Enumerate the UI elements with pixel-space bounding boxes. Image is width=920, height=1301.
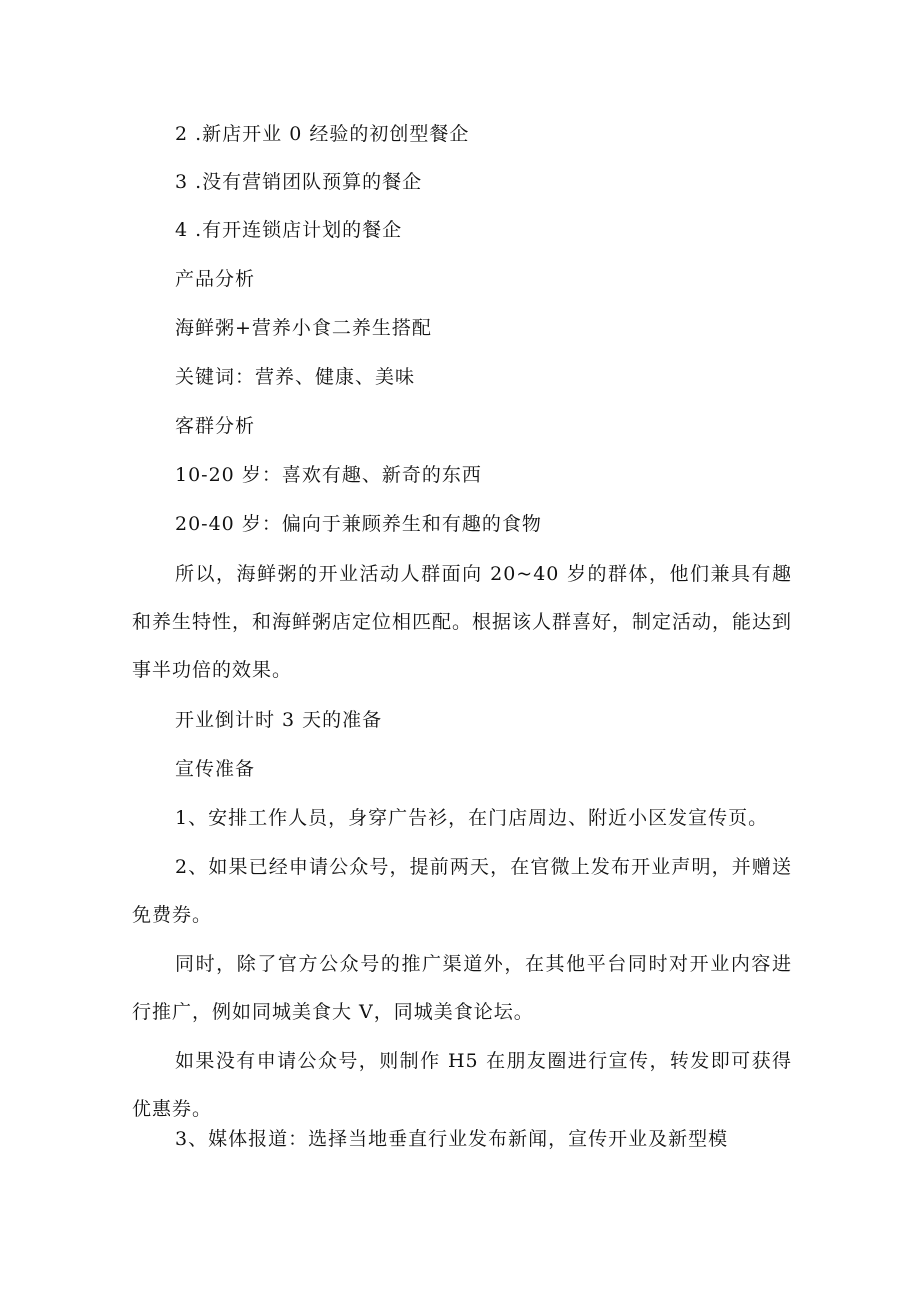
customer-age-20-40: 20-40 岁：偏向于兼顾养生和有趣的食物 xyxy=(175,513,542,535)
promo-item-2-paragraph: 2、如果已经申请公众号，提前两天，在官微上发布开业声明，并赠送免费券。 xyxy=(132,856,792,926)
heading-product-analysis: 产品分析 xyxy=(175,268,256,290)
heading-customer-analysis: 客群分析 xyxy=(175,415,256,437)
heading-opening-countdown: 开业倒计时 3 天的准备 xyxy=(175,709,383,731)
product-description: 海鲜粥+营养小食二养生搭配 xyxy=(175,317,432,339)
promo-item-3: 3、媒体报道：选择当地垂直行业发布新闻，宣传开业及新型模 xyxy=(175,1128,729,1150)
h5-paragraph: 如果没有申请公众号，则制作 H5 在朋友圈进行宣传，转发即可获得优惠券。 xyxy=(132,1050,792,1120)
customer-age-10-20: 10-20 岁：喜欢有趣、新奇的东西 xyxy=(175,464,482,486)
audience-item-4: 4 .有开连锁店计划的餐企 xyxy=(175,219,403,241)
promo-item-1: 1、安排工作人员，身穿广告衫，在门店周边、附近小区发宣传页。 xyxy=(175,807,769,829)
target-audience-paragraph: 所以，海鲜粥的开业活动人群面向 20~40 岁的群体，他们兼具有趣和养生特性，和海鲜粥店定位相匹配。根据该人群喜好，制定活动，能达到事半功倍的效果。 xyxy=(132,563,793,681)
other-platforms-paragraph: 同时，除了官方公众号的推广渠道外，在其他平台同时对开业内容进行推广，例如同城美食大 V，同城美食论坛。 xyxy=(132,953,792,1023)
heading-promotion-prep: 宣传准备 xyxy=(175,758,256,780)
product-keywords: 关键词：营养、健康、美味 xyxy=(175,366,416,388)
audience-item-3: 3 .没有营销团队预算的餐企 xyxy=(175,171,423,193)
audience-item-2: 2 .新店开业 0 经验的初创型餐企 xyxy=(175,123,470,145)
